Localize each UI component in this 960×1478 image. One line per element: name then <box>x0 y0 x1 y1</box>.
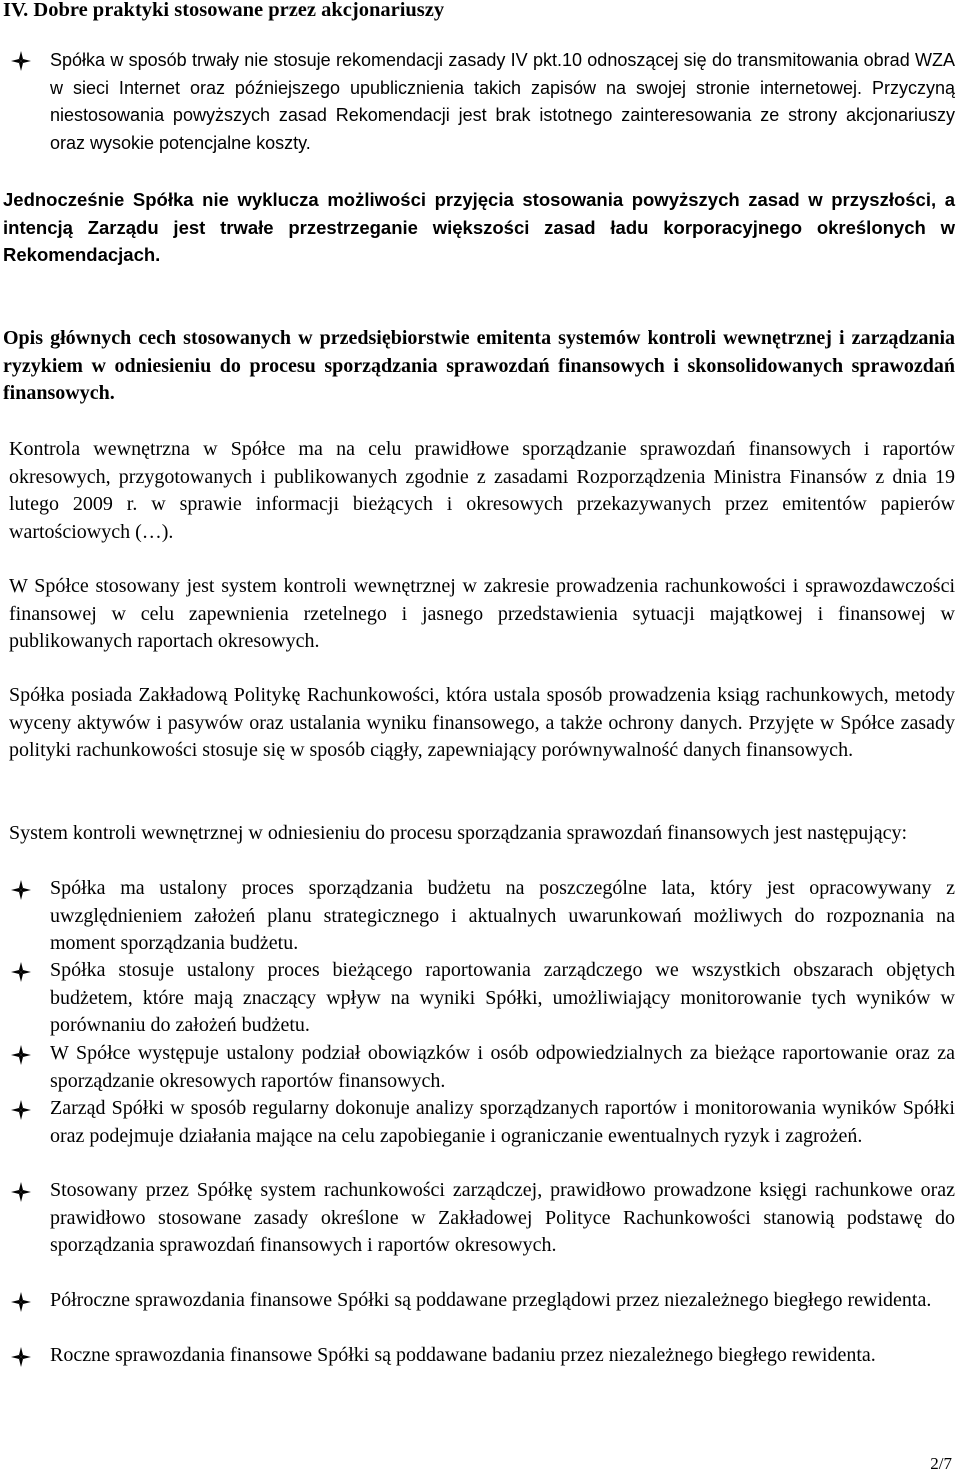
diamond-bullet-icon <box>10 1346 32 1368</box>
section-heading: IV. Dobre praktyki stosowane przez akcjonariuszy <box>3 0 445 21</box>
intro-bullet-text: Spółka w sposób trwały nie stosuje rekomendacji zasady IV pkt.10 odnoszącej się do transmitowania obrad WZA w sieci Internet oraz późniejszego upublicznienia takich zapisów na swojej stronie internetowej. Przyczyną niestosowania powyższych zasad Rekomendacji jest brak istotnego zainteresowania ze strony akcjonariuszy oraz wysokie potencjalne koszty. <box>50 50 955 153</box>
list-item: Zarząd Spółki w sposób regularny dokonuje analizy sporządzanych raportów i monitorowania wyników Spółki oraz podejmuje działania mające na celu zapobieganie i ograniczanie ewentualnych ryzyk i zagrożeń. <box>50 1097 955 1147</box>
paragraph-kontrola: Kontrola wewnętrzna w Spółce ma na celu prawidłowe sporządzanie sprawozdań finansowych i raportów okresowych, przygotowanych i publikowanych zgodnie z zasadami Rozporządzenia Ministra Finansów z dnia 19 lutego 2009 r. w sprawie informacji bieżących i okresowych przekazywanych przez emitentów papierów wartościowych (…). <box>9 438 955 543</box>
diamond-bullet-icon <box>10 50 32 72</box>
paragraph-system-intro: System kontroli wewnętrznej w odniesieniu do procesu sporządzania sprawozdań finansowych jest następujący: <box>9 822 908 844</box>
diamond-bullet-icon <box>10 1044 32 1066</box>
list-item: W Spółce występuje ustalony podział obowiązków i osób odpowiedzialnych za bieżące raportowanie oraz za sporządzanie okresowych raportów finansowych. <box>50 1042 955 1092</box>
diamond-bullet-icon <box>10 1099 32 1121</box>
diamond-bullet-icon <box>10 961 32 983</box>
internal-control-heading: Opis głównych cech stosowanych w przedsiębiorstwie emitenta systemów kontroli wewnętrznej i zarządzania ryzykiem w odniesieniu do procesu sporządzania sprawozdań finansowych i skonsolidowanych sprawozdań finansowych. <box>3 327 955 404</box>
list-item: Spółka ma ustalony proces sporządzania budżetu na poszczególne lata, który jest opracowywany z uwzględnieniem założeń planu strategicznego i aktualnych uwarunkowań możliwych do rozpoznania na moment sporządzania budżetu. <box>50 877 955 954</box>
paragraph-polityka: Spółka posiada Zakładową Politykę Rachunkowości, która ustala sposób prowadzenia ksiąg rachunkowych, metody wyceny aktywów i pasywów oraz ustalania wyniku finansowego, a także ochrony danych. Przyjęte w Spółce zasady polityki rachunkowości stosuje się w sposób ciągły, zapewniający porównywalność danych finansowych. <box>9 684 955 761</box>
list-item: Spółka stosuje ustalony proces bieżącego raportowania zarządczego we wszystkich obszarach objętych budżetem, które mają znaczący wpływ na wyniki Spółki, umożliwiający monitorowanie tych wyników w porównaniu do założeń budżetu. <box>50 959 955 1036</box>
page-number: 2/7 <box>930 1454 952 1473</box>
list-item: Stosowany przez Spółkę system rachunkowości zarządczej, prawidłowo prowadzone księgi rachunkowe oraz prawidłowo stosowane zasady określone w Zakładowej Polityce Rachunkowości stanowią podstawę do sporządzania sprawozdań finansowych i raportów okresowych. <box>50 1179 955 1256</box>
diamond-bullet-icon <box>10 1291 32 1313</box>
list-item: Roczne sprawozdania finansowe Spółki są poddawane badaniu przez niezależnego biegłego rewidenta. <box>50 1344 876 1366</box>
paragraph-system-kontroli: W Spółce stosowany jest system kontroli wewnętrznej w zakresie prowadzenia rachunkowości i sprawozdawczości finansowej w celu zapewnienia rzetelnego i jasnego przedstawienia sytuacji majątkowej i finansowej w publikowanych raportach okresowych. <box>9 575 955 652</box>
list-item: Półroczne sprawozdania finansowe Spółki są poddawane przeglądowi przez niezależnego biegłego rewidenta. <box>50 1289 932 1311</box>
diamond-bullet-icon <box>10 879 32 901</box>
future-paragraph: Jednocześnie Spółka nie wyklucza możliwości przyjęcia stosowania powyższych zasad w przyszłości, a intencją Zarządu jest trwałe przestrzeganie większości zasad ładu korporacyjnego określonych w Rekomendacjach. <box>3 189 955 265</box>
diamond-bullet-icon <box>10 1181 32 1203</box>
